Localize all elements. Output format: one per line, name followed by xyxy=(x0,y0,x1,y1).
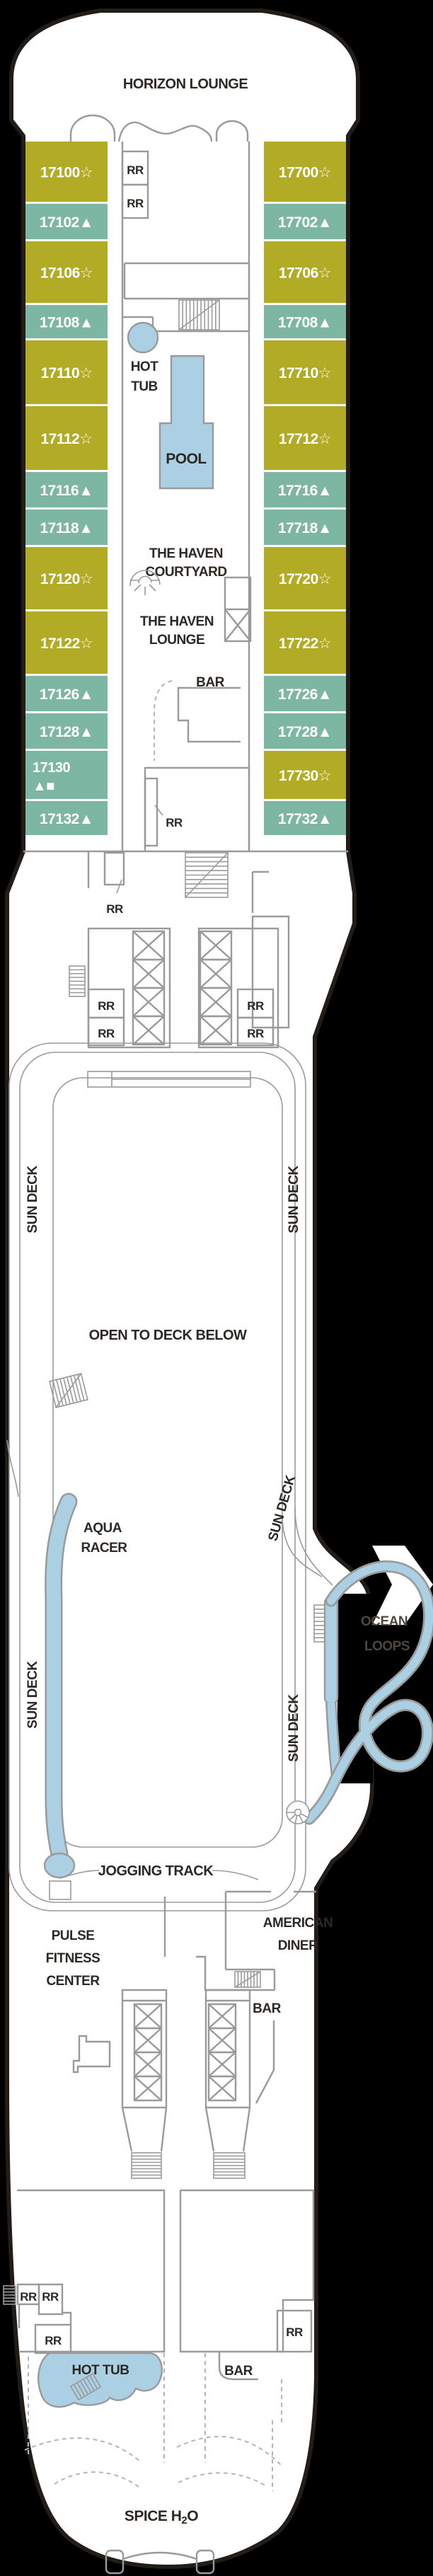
slide-exit-spiral xyxy=(287,1801,309,1824)
svg-text:17718▲: 17718▲ xyxy=(277,520,333,536)
restroom-label: RR xyxy=(20,2290,37,2304)
svg-text:17112☆: 17112☆ xyxy=(40,431,93,447)
cabin-17116[interactable] xyxy=(25,472,108,507)
hot-tub-label-line2: TUB xyxy=(131,379,158,394)
cabin-17108[interactable] xyxy=(25,305,108,338)
svg-text:17726▲: 17726▲ xyxy=(277,686,333,703)
svg-text:17702▲: 17702▲ xyxy=(277,214,333,231)
spice-h2o-label: SPICE H2O xyxy=(124,2508,199,2526)
pulse-fitness-label-line1: PULSE xyxy=(51,1928,95,1943)
svg-text:17706☆: 17706☆ xyxy=(278,265,332,282)
svg-text:17720☆: 17720☆ xyxy=(278,571,332,587)
american-diner-label-line1: AMERICAN xyxy=(262,1916,333,1931)
svg-text:17132▲: 17132▲ xyxy=(39,811,94,827)
cabin-17722[interactable] xyxy=(264,611,346,674)
restroom-label: RR xyxy=(127,197,144,210)
cabin-17712[interactable] xyxy=(264,406,346,470)
svg-text:17126▲: 17126▲ xyxy=(39,686,94,703)
cabin-17700[interactable] xyxy=(264,142,346,202)
pulse-fitness-label-line2: FITNESS xyxy=(45,1951,100,1966)
svg-text:17716▲: 17716▲ xyxy=(277,483,333,499)
cabin-17710[interactable] xyxy=(264,340,346,404)
haven-lounge-label-line2: LOUNGE xyxy=(149,633,205,648)
cabin-17130[interactable] xyxy=(25,751,108,799)
svg-text:17120☆: 17120☆ xyxy=(40,571,93,587)
restroom-label: RR xyxy=(166,816,183,829)
pool-label: POOL xyxy=(166,451,207,467)
cabin-17126[interactable] xyxy=(25,676,108,711)
cabin-17132[interactable] xyxy=(25,801,108,835)
haven-courtyard-label-line2: COURTYARD xyxy=(145,565,227,580)
ocean-loops-label-line2: LOOPS xyxy=(364,1639,410,1654)
hot-tub-label: HOT TUB xyxy=(71,2363,129,2378)
svg-text:17730☆: 17730☆ xyxy=(278,768,332,784)
restroom-label: RR xyxy=(98,1027,115,1040)
svg-text:17110☆: 17110☆ xyxy=(40,365,93,381)
aqua-racer-splash-pool xyxy=(45,1853,74,1878)
cabin-17128[interactable] xyxy=(25,713,108,749)
svg-text:17118▲: 17118▲ xyxy=(40,520,93,536)
sun-deck-label: SUN DECK xyxy=(265,1473,299,1543)
svg-text:17728▲: 17728▲ xyxy=(277,724,333,740)
jogging-track-label: JOGGING TRACK xyxy=(98,1863,214,1879)
cabin-17732[interactable] xyxy=(264,801,346,835)
cabin-17118[interactable] xyxy=(25,510,108,545)
sun-deck-label: SUN DECK xyxy=(25,1661,40,1729)
restroom-label: RR xyxy=(247,1027,264,1040)
stern-bar-label: BAR xyxy=(224,2364,253,2379)
haven-courtyard-label-line1: THE HAVEN xyxy=(149,546,223,561)
cabin-17120[interactable] xyxy=(25,547,108,609)
aqua-racer-label-line1: AQUA xyxy=(83,1521,122,1536)
haven-lounge-label-line1: THE HAVEN xyxy=(140,614,214,629)
cabin-17122[interactable] xyxy=(25,611,108,674)
restroom-label: RR xyxy=(247,999,264,1013)
haven-bar-label: BAR xyxy=(196,675,224,690)
restroom-label: RR xyxy=(98,999,115,1013)
cabin-17720[interactable] xyxy=(264,547,346,609)
ocean-loops-label-line1: OCEAN xyxy=(360,1614,408,1629)
cabin-17730[interactable] xyxy=(264,751,346,799)
cabin-17718[interactable] xyxy=(264,510,346,545)
svg-text:17700☆: 17700☆ xyxy=(278,164,332,181)
cabin-17728[interactable] xyxy=(264,713,346,749)
cabin-17102[interactable] xyxy=(25,204,108,239)
diner-bar-label: BAR xyxy=(253,2001,281,2016)
stairs xyxy=(4,2286,16,2304)
restroom-label: RR xyxy=(42,2290,59,2304)
restroom-label: RR xyxy=(286,2325,303,2339)
svg-text:17710☆: 17710☆ xyxy=(278,365,332,381)
aqua-racer-label-line2: RACER xyxy=(81,1541,127,1556)
open-to-deck-below-label: OPEN TO DECK BELOW xyxy=(88,1328,247,1343)
svg-text:17722☆: 17722☆ xyxy=(278,636,332,652)
hot-tub-pool-top xyxy=(128,323,158,352)
restroom-label: RR xyxy=(45,2334,62,2347)
sun-deck-label: SUN DECK xyxy=(287,1166,301,1234)
american-diner-label-line2: DINER xyxy=(277,1938,318,1953)
cabin-17726[interactable] xyxy=(264,676,346,711)
cabin-17702[interactable] xyxy=(264,204,346,239)
cabin-17100[interactable] xyxy=(25,142,108,202)
cabin-17708[interactable] xyxy=(264,305,346,338)
svg-text:17106☆: 17106☆ xyxy=(40,265,93,282)
svg-text:▲■: ▲■ xyxy=(33,778,54,794)
pulse-fitness-label-line3: CENTER xyxy=(46,1974,100,1989)
sun-deck-label: SUN DECK xyxy=(25,1166,40,1234)
svg-text:17100☆: 17100☆ xyxy=(40,164,93,181)
hot-tub-label-line1: HOT xyxy=(130,360,158,374)
sun-deck-label: SUN DECK xyxy=(287,1694,301,1762)
svg-text:17732▲: 17732▲ xyxy=(277,811,333,827)
svg-text:17108▲: 17108▲ xyxy=(39,314,94,331)
cabin-17706[interactable] xyxy=(264,241,346,303)
cabin-17106[interactable] xyxy=(25,241,108,303)
cabin-17716[interactable] xyxy=(264,472,346,507)
cabin-17112[interactable] xyxy=(25,406,108,470)
svg-text:17122☆: 17122☆ xyxy=(40,636,93,652)
svg-text:17712☆: 17712☆ xyxy=(278,431,332,447)
svg-text:17116▲: 17116▲ xyxy=(40,483,93,499)
restroom-label: RR xyxy=(106,902,123,916)
horizon-lounge-label: HORIZON LOUNGE xyxy=(122,76,248,92)
svg-text:17128▲: 17128▲ xyxy=(39,724,94,740)
cabin-17110[interactable] xyxy=(25,340,108,404)
restroom-label: RR xyxy=(127,163,144,177)
slide-runway xyxy=(325,1597,337,1704)
svg-text:17708▲: 17708▲ xyxy=(277,314,333,331)
svg-text:17102▲: 17102▲ xyxy=(39,214,94,231)
svg-text:17130: 17130 xyxy=(33,760,71,776)
